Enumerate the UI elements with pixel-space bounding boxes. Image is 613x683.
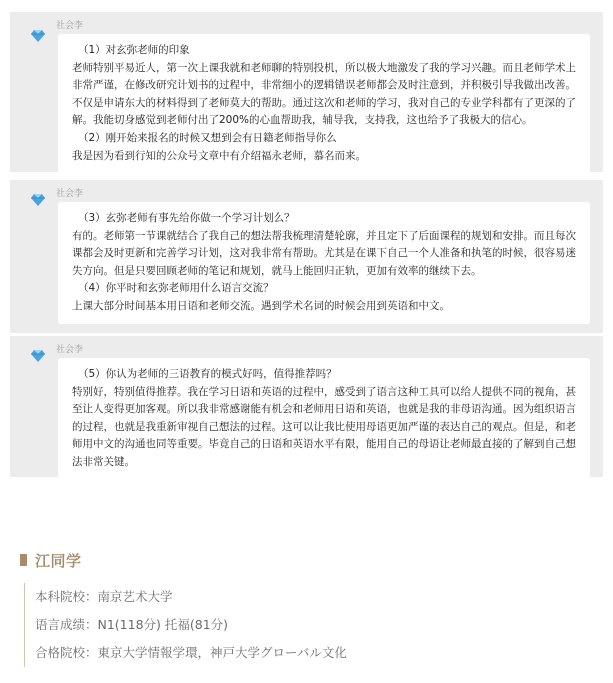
question-text: （1）对玄弥老师的印象 — [78, 44, 190, 56]
avatar — [28, 190, 48, 210]
question-text: （4）你平时和玄弥老师用什么语言交流？ — [78, 282, 274, 295]
answer-text: 我是因为看到行知的公众号文章中有介绍福永老师，慕名而来。 — [72, 149, 366, 162]
diamond-icon — [31, 350, 45, 362]
student-profile — [20, 549, 600, 667]
admitted-schools: 合格院校：東京大学情報学環，神戸大学グローバル文化 — [35, 645, 347, 660]
question-text: （2）刚开始来报名的时候又想到会有日籍老师指导你么 — [78, 131, 337, 144]
sender-name: 社会李 — [56, 189, 84, 199]
message-bubble — [58, 202, 590, 324]
student-heading — [20, 549, 600, 571]
chat-message-1 — [10, 12, 603, 172]
message-bubble — [58, 358, 590, 480]
avatar — [28, 346, 48, 366]
message-bubble — [58, 34, 590, 173]
chat-message-3 — [10, 336, 603, 477]
diamond-icon — [31, 194, 45, 206]
diamond-icon — [31, 30, 45, 42]
question-text: （5）你认为老师的三语教育的模式好吗，值得推荐吗？ — [78, 368, 337, 380]
undergrad-school: 本科院校：南京艺术大学 — [35, 589, 173, 604]
student-name: 江同学 — [35, 551, 82, 570]
chat-message-2 — [10, 180, 603, 333]
sender-name: 社会李 — [56, 345, 84, 355]
title-marker — [20, 554, 27, 566]
student-info-list — [24, 583, 600, 667]
question-text: （3）玄弥老师有事先给你做一个学习计划么？ — [78, 212, 295, 224]
avatar — [28, 26, 48, 46]
answer-text: 有的。老师第一节课就结合了我自己的想法帮我梳理清楚轮廓，并且定下了后面课程的规划和安排。而且每次课都会及时更新和完善学习计划，这对我非常有帮助。尤其是在课下自己一个人准备和执笔的时候，很容易迷失方向。但是只要回顾老师的笔记和规划，就马上能回归正轨，更加有效率的继续下去。 — [72, 229, 576, 277]
answer-text: 老师特别平易近人，第一次上课我就和老师聊的特别投机，所以极大地激发了我的学习兴趣。而且老师学术上非常严谨，在修改研究计划书的过程中，非常细小的逻辑错误老师都会及时注意到，并积极引导我做出改善。不仅是申请东大的材料得到了老师莫大的帮助。通过这次和老师的学习，我对自己的专业学科都有了更深的了解。我能切身感觉到老师付出了200%的心血帮助我，辅导我，支持我，这也给予了我极大的信心。 — [72, 61, 576, 127]
answer-text: 上课大部分时间基本用日语和老师交流。遇到学术名词的时候会用到英语和中文。 — [72, 299, 450, 312]
language-scores: 语言成绩：N1(118分) 托福(81分) — [35, 617, 229, 632]
sender-name: 社会李 — [56, 21, 84, 31]
answer-text: 特别好，特别值得推荐。我在学习日语和英语的过程中，感受到了语言这种工具可以给人提供不同的视角，甚至让人变得更加客观。所以我非常感谢能有机会和老师用日语和英语，也就是我的非母语沟通。因为组织语言的过程，也就是我重新审视自己想法的过程。这可以让我比使用母语更加严谨的表达自己的观点。但是，和老师用中文的沟通也同等重要。毕竟自己的日语和英语水平有限，能用自己的母语让老师最直接的了解到自己想法非常关键。 — [72, 385, 576, 468]
